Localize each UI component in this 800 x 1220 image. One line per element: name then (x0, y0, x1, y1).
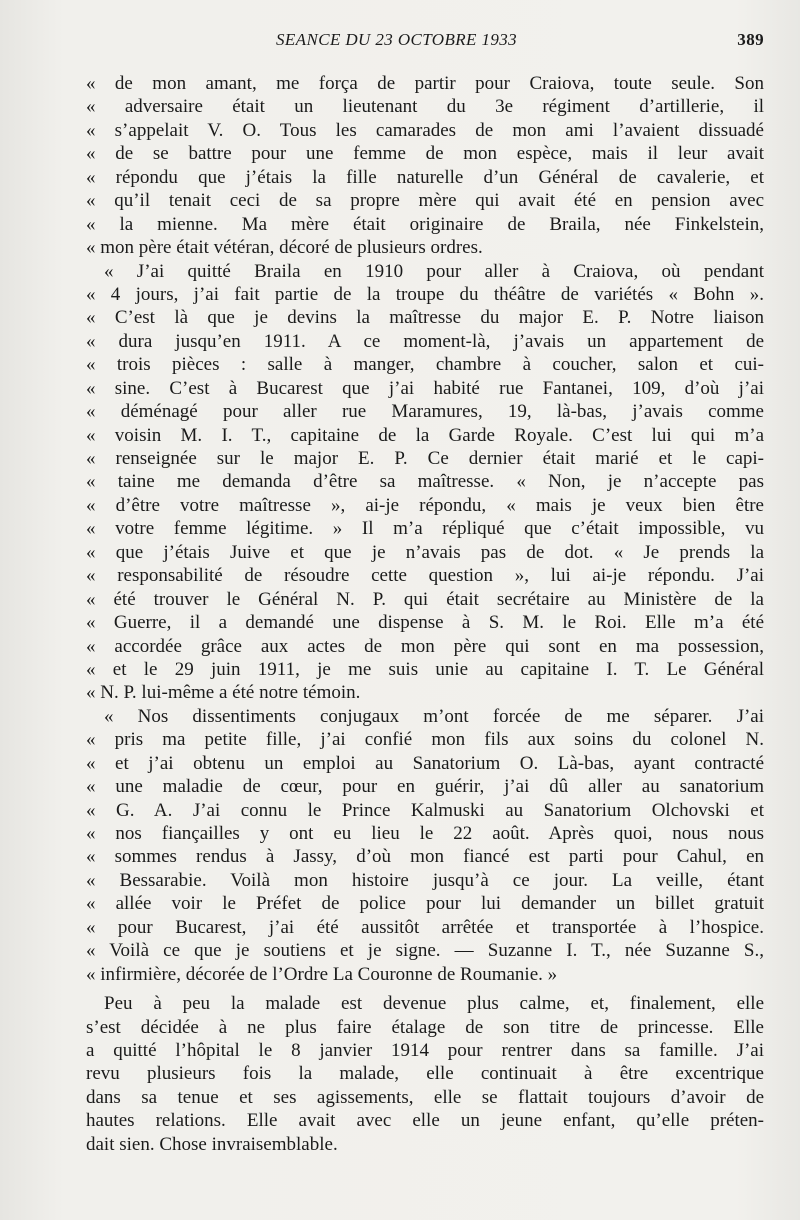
running-title: SEANCE DU 23 OCTOBRE 1933 (276, 30, 518, 49)
text-line: « infirmière, décorée de l’Ordre La Couronne de Roumanie. » (86, 963, 558, 985)
text-line: « sine. C’est à Bucarest que j’ai habité rue Fantanei, 109, d’où j’ai (86, 377, 764, 399)
text-line: « allée voir le Préfet de police pour lui demander un billet gratuit (86, 893, 764, 915)
text-line: a quitté l’hôpital le 8 janvier 1914 pour rentrer dans sa famille. J’ai (86, 1039, 764, 1061)
paragraph (86, 992, 764, 1156)
running-head (88, 30, 764, 56)
text-line: « sommes rendus à Jassy, d’où mon fiancé est parti pour Cahul, en (86, 846, 764, 868)
text-line: « la mienne. Ma mère était originaire de Braila, née Finkelstein, (86, 213, 764, 235)
text-line: « que j’étais Juive et que je n’avais pas de dot. « Je prends la (86, 541, 764, 563)
paragraph (86, 705, 764, 986)
text-line: « Voilà ce que je soutiens et je signe. — Suzanne I. T., née Suzanne S., (86, 940, 764, 962)
text-line: « C’est là que je devins la maîtresse du major E. P. Notre liaison (86, 307, 764, 329)
text-line: « Nos dissentiments conjugaux m’ont forcée de me séparer. J’ai (104, 705, 764, 727)
text-line: « G. A. J’ai connu le Prince Kalmuski au Sanatorium Olchovski et (86, 799, 764, 821)
text-line: « pris ma petite fille, j’ai confié mon fils aux soins du colonel N. (86, 729, 764, 751)
text-line: « été trouver le Général N. P. qui était secrétaire au Ministère de la (86, 588, 764, 610)
text-line: « nos fiançailles y ont eu lieu le 22 août. Après quoi, nous nous (86, 823, 764, 844)
text-line: « voisin M. I. T., capitaine de la Garde Royale. C’est lui qui m’a (86, 424, 764, 446)
text-line: dait sien. Chose invraisemblable. (86, 1133, 338, 1155)
text-line: « trois pièces : salle à manger, chambre à coucher, salon et cui- (86, 354, 764, 376)
text-line: « pour Bucarest, j’ai été aussitôt arrêtée et transportée à l’hospice. (86, 916, 764, 938)
text-line: « qu’il tenait ceci de sa propre mère qui avait été en pension avec (86, 190, 764, 212)
text-line: « de mon amant, me força de partir pour Craiova, toute seule. Son (86, 73, 764, 94)
text-line: « dura jusqu’en 1911. A ce moment-là, j’avais un appartement de (86, 330, 764, 352)
text-line: « Bessarabie. Voilà mon histoire jusqu’à ce jour. La veille, étant (86, 869, 764, 891)
text-line: « une maladie de cœur, pour en guérir, j’ai dû aller au sanatorium (86, 776, 764, 798)
text-line: « renseignée sur le major E. P. Ce dernier était marié et le capi- (86, 448, 764, 469)
text-line: « N. P. lui-même a été notre témoin. (86, 682, 361, 704)
text-line: « et j’ai obtenu un emploi au Sanatorium O. Là-bas, ayant contracté (86, 752, 764, 774)
text-line: « et le 29 juin 1911, je me suis unie au capitaine I. T. Le Général (86, 658, 764, 680)
text-line: « d’être votre maîtresse », ai-je répondu, « mais je veux bien être (86, 494, 764, 516)
text-line: « mon père était vétéran, décoré de plusieurs ordres. (86, 237, 483, 259)
paragraph (86, 72, 764, 260)
text-line: « de se battre pour une femme de mon espèce, mais il leur avait (86, 143, 764, 165)
text-line: hautes relations. Elle avait avec elle un jeune enfant, qu’elle préten- (86, 1110, 764, 1132)
text-line: « responsabilité de résoudre cette question », lui ai-je répondu. J’ai (86, 565, 764, 587)
text-line: « Guerre, il a demandé une dispense à S. M. le Roi. Elle m’a été (86, 612, 764, 634)
page-number: 389 (737, 30, 764, 49)
paragraph (86, 260, 764, 705)
text-line: « déménagé pour aller rue Maramures, 19, là-bas, j’avais comme (86, 401, 764, 423)
text-line: « adversaire était un lieutenant du 3e régiment d’artillerie, il (86, 96, 764, 118)
text-line: s’est décidée à ne plus faire étalage de son titre de princesse. Elle (86, 1016, 764, 1038)
text-line: « accordée grâce aux actes de mon père qui sont en ma possession, (86, 635, 764, 657)
text-line: « répondu que j’étais la fille naturelle d’un Général de cavalerie, et (86, 166, 764, 188)
text-line: « taine me demanda d’être sa maîtresse. « Non, je n’accepte pas (86, 471, 764, 493)
body-text (86, 72, 764, 1156)
text-line: Peu à peu la malade est devenue plus calme, et, finalement, elle (104, 993, 764, 1015)
text-line: « 4 jours, j’ai fait partie de la troupe du théâtre de variétés « Bohn ». (86, 283, 764, 305)
text-line: « J’ai quitté Braila en 1910 pour aller à Craiova, où pendant (104, 260, 764, 282)
text-line: revu plusieurs fois la malade, elle continuait à être excentrique (86, 1063, 764, 1085)
text-line: « votre femme légitime. » Il m’a répliqué que c’était impossible, vu (86, 518, 764, 540)
text-line: dans sa tenue et ses agissements, elle se flattait toujours d’avoir de (86, 1086, 764, 1108)
text-line: « s’appelait V. O. Tous les camarades de mon ami l’avaient dissuadé (86, 119, 764, 141)
